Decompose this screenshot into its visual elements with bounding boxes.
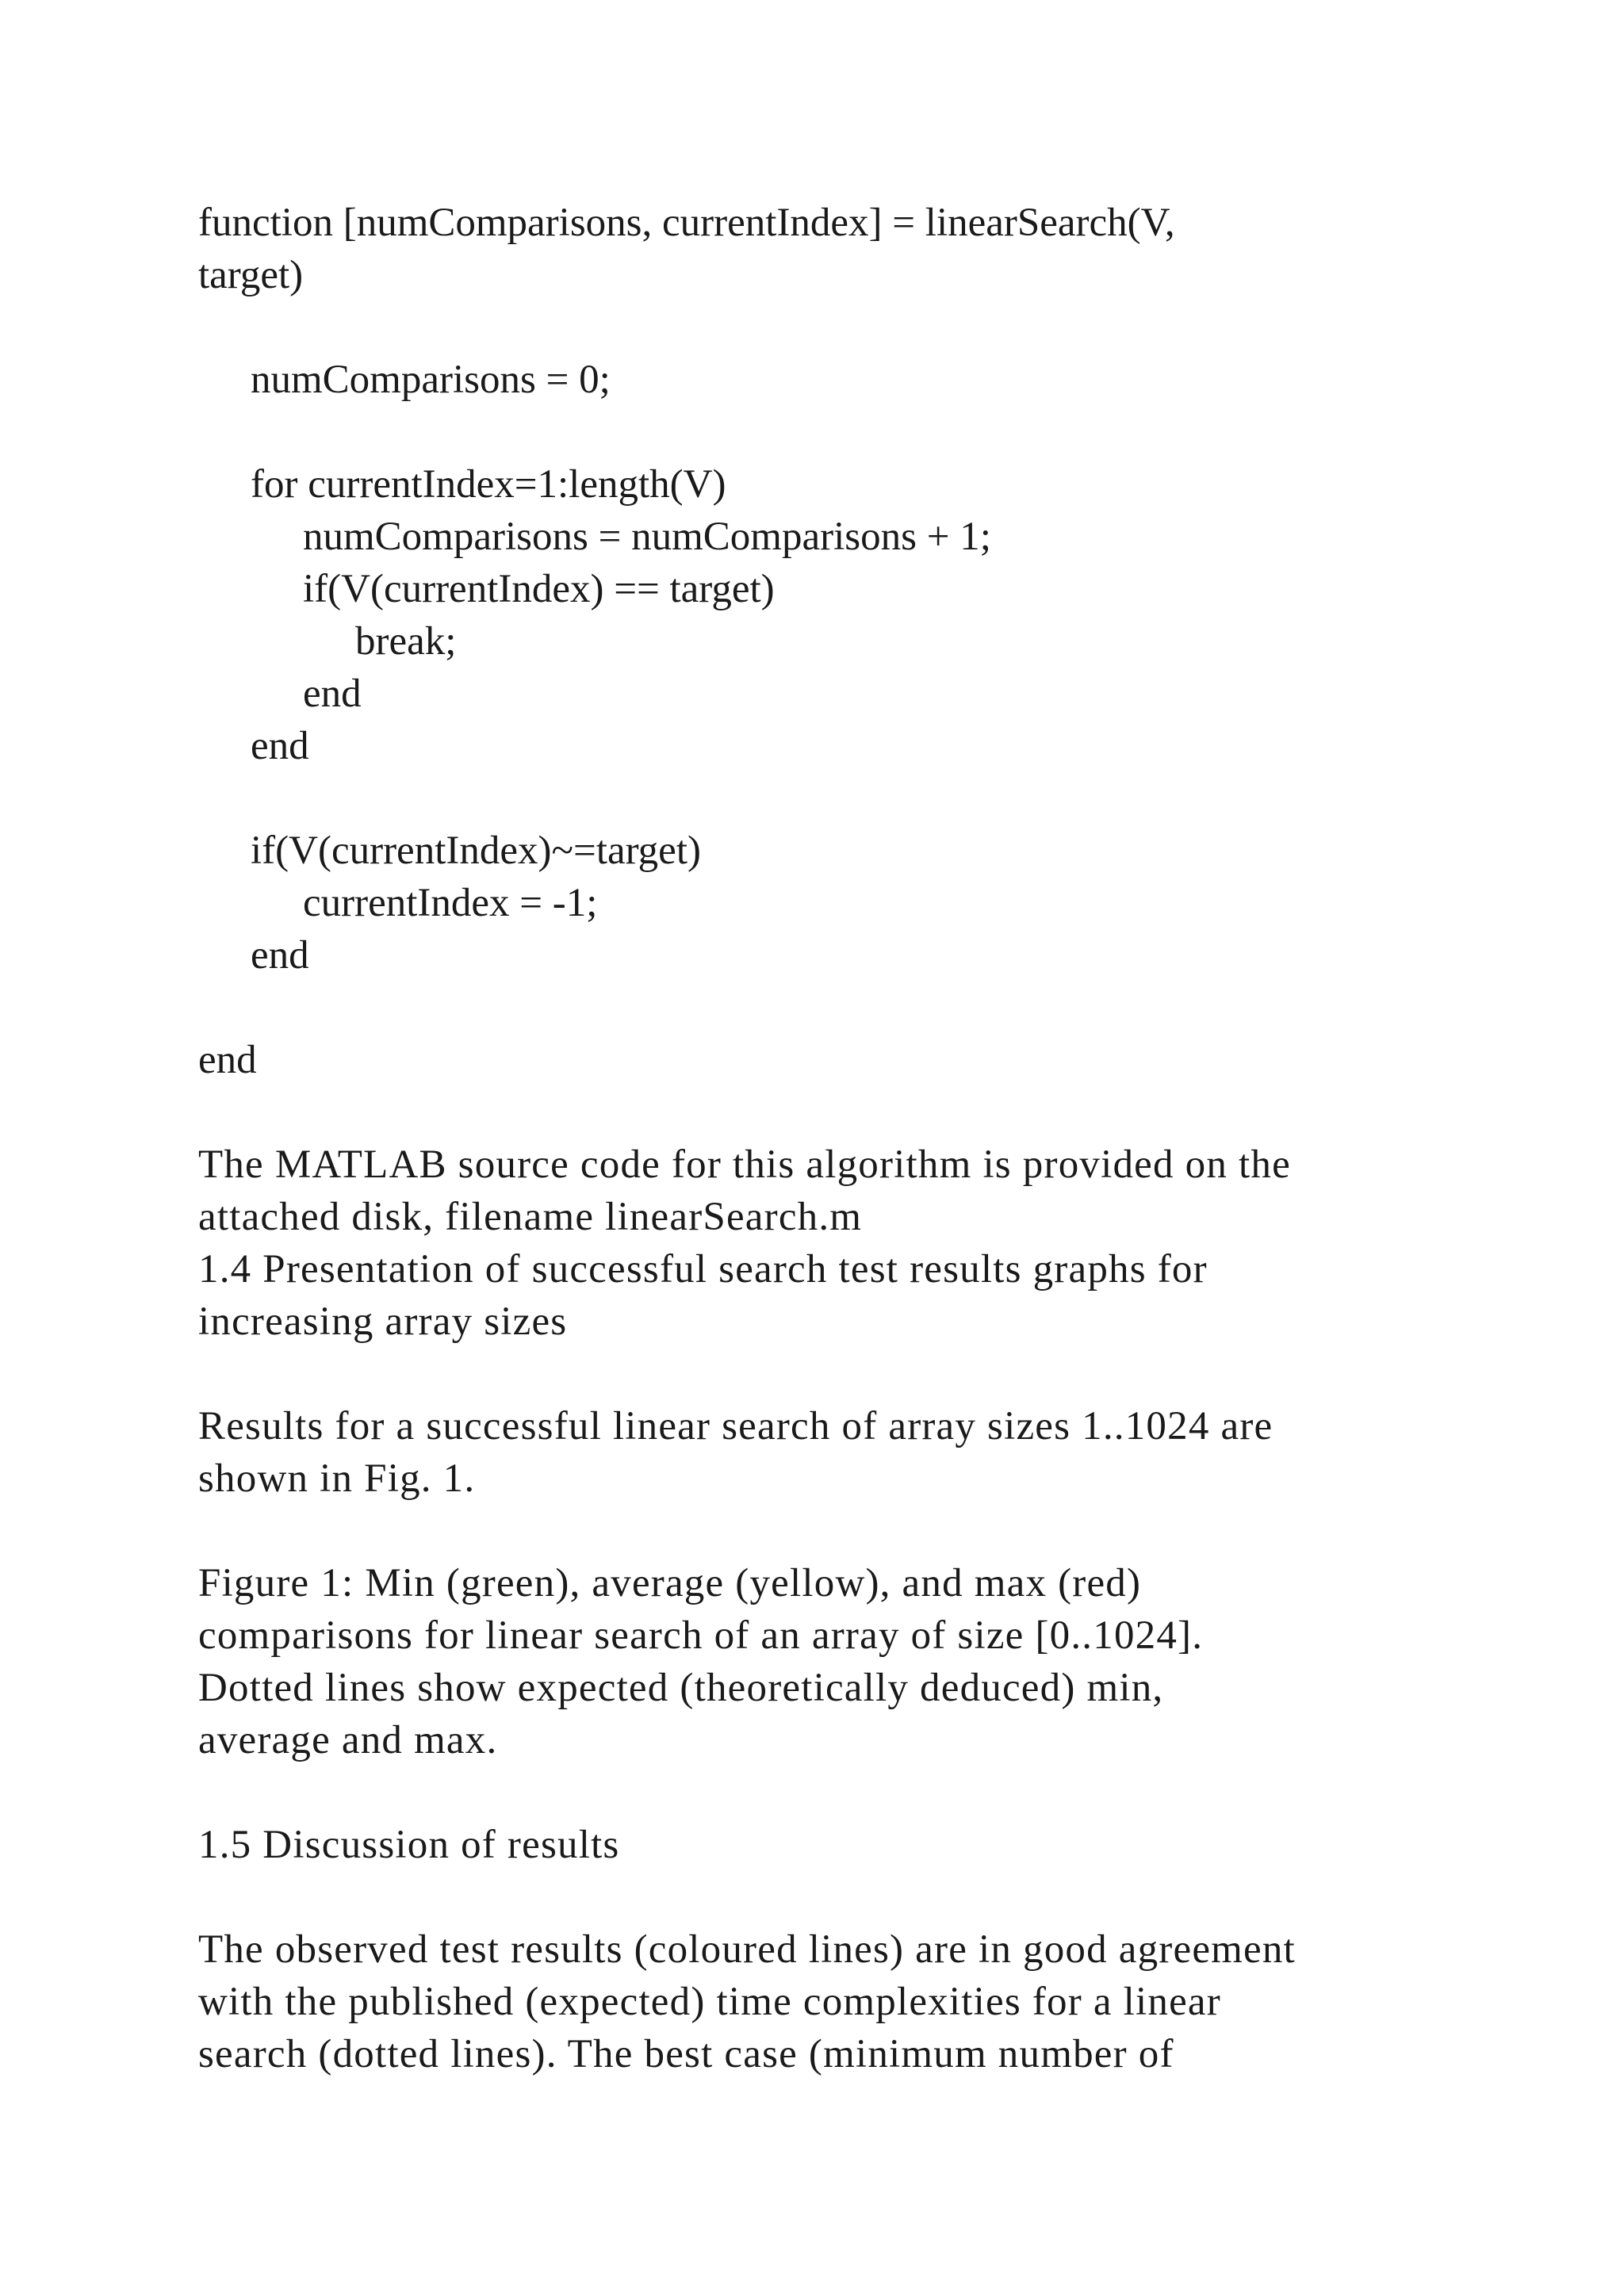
code-line-init-comparisons: numComparisons = 0; — [251, 358, 611, 402]
discussion-line: search (dotted lines). The best case (minimum number of — [198, 2032, 1174, 2076]
discussion-line: The observed test results (coloured lines) are in good agreement — [198, 1927, 1296, 1972]
section-1-5-heading: 1.5 Discussion of results — [198, 1823, 620, 1867]
code-line-for-loop: for currentIndex=1:length(V) — [251, 462, 726, 507]
discussion-line: with the published (expected) time complexities for a linear — [198, 1980, 1221, 2024]
figure-caption-line: comparisons for linear search of an array of size [0..1024]. — [198, 1613, 1204, 1658]
figure-caption-line: average and max. — [198, 1718, 498, 1762]
results-intro-line: shown in Fig. 1. — [198, 1456, 476, 1501]
code-line-end-if-2: end — [251, 933, 309, 978]
figure-caption-line: Dotted lines show expected (theoretically deduced) min, — [198, 1666, 1164, 1710]
code-line-break: break; — [355, 619, 457, 664]
source-note-line: attached disk, filename linearSearch.m — [198, 1195, 863, 1239]
code-line-end-if: end — [303, 672, 362, 716]
code-line-set-index: currentIndex = -1; — [303, 881, 598, 925]
code-line-if-match: if(V(currentIndex) == target) — [303, 567, 775, 611]
code-line-if-not-found: if(V(currentIndex)~=target) — [251, 828, 701, 873]
code-line-end-function: end — [198, 1038, 257, 1082]
code-line-increment: numComparisons = numComparisons + 1; — [303, 515, 991, 559]
code-line-end-for: end — [251, 724, 309, 768]
section-heading-line: 1.4 Presentation of successful search test results graphs for — [198, 1247, 1208, 1292]
source-note-line: The MATLAB source code for this algorithm is provided on the — [198, 1142, 1291, 1187]
section-heading-line: increasing array sizes — [198, 1299, 568, 1344]
code-line-function-signature-cont: target) — [198, 253, 304, 297]
results-intro-line: Results for a successful linear search of array sizes 1..1024 are — [198, 1404, 1274, 1448]
figure-caption-line: Figure 1: Min (green), average (yellow), and max (red) — [198, 1561, 1142, 1605]
code-line-function-signature: function [numComparisons, currentIndex] = linearSearch(V, — [198, 201, 1175, 245]
